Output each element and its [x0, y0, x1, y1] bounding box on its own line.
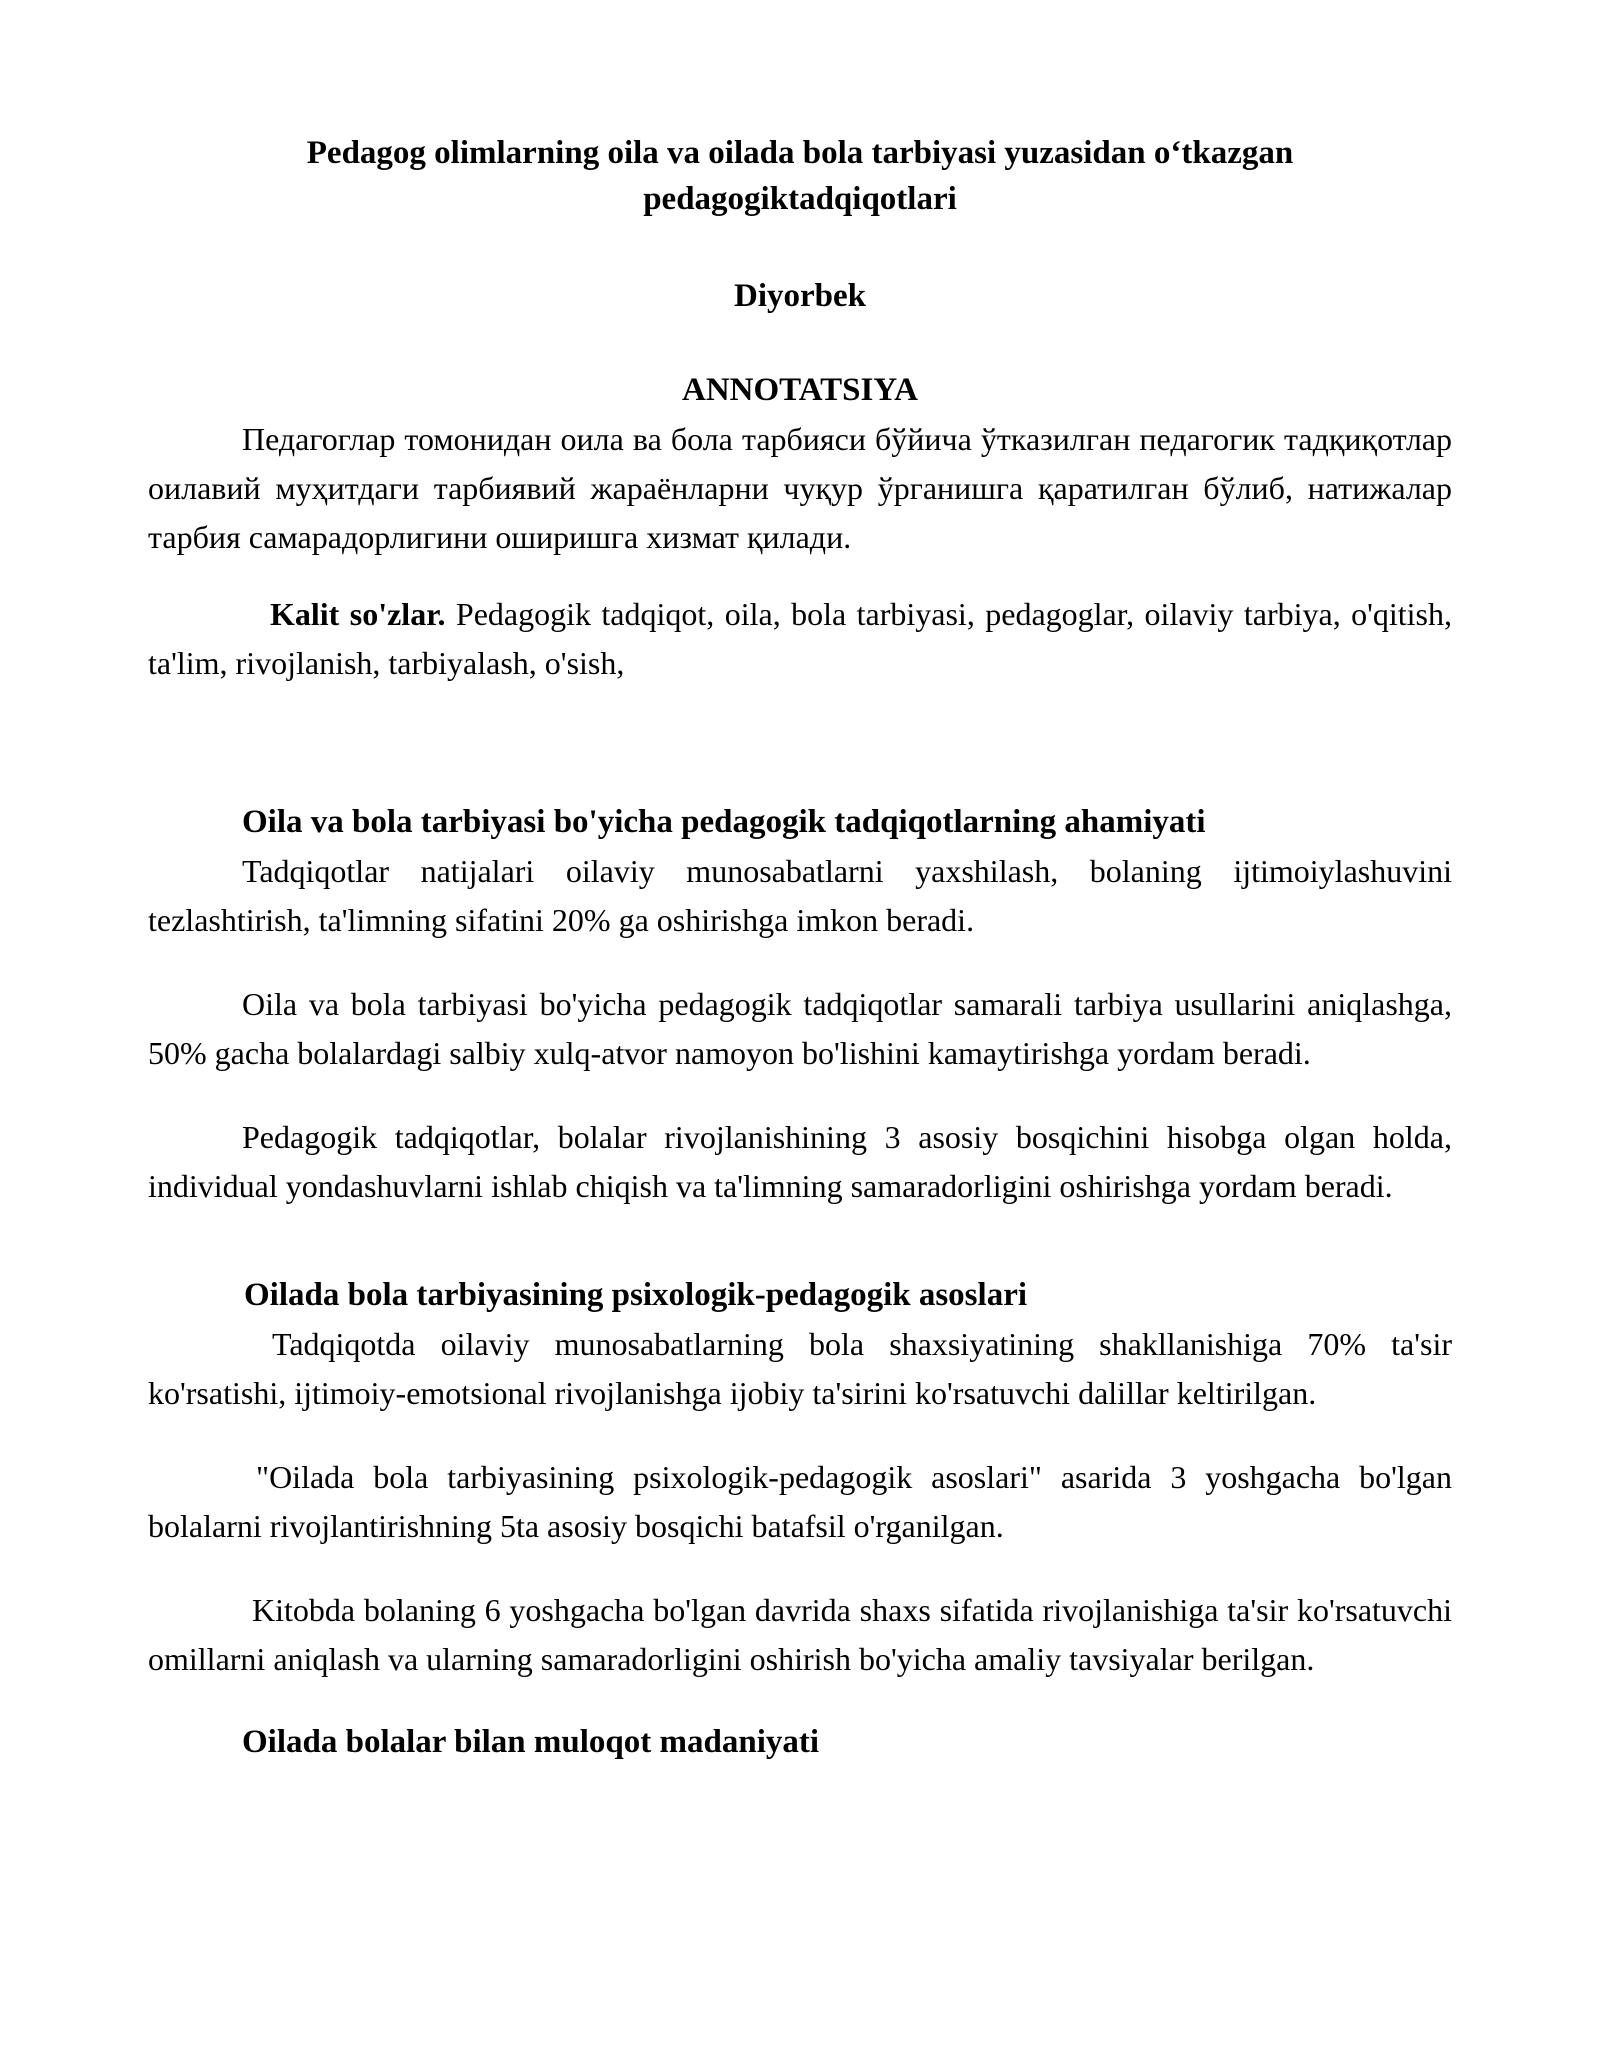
annotation-text: Педагоглар томонидан оила ва бола тарбияси бўйича ўтказилган педагогик тадқиқотлар оилавий муҳитдаги тарбиявий жараёнларни чуқур ўрганишга қаратилган бўлиб, натижалар тарбия самарадорлигини оширишга хизмат қилади. [148, 421, 1452, 555]
paragraph: Kitobda bolaning 6 yoshgacha bo'lgan davrida shaxs sifatida rivojlanishiga ta'sir ko'rsatuvchi omillarni aniqlash va ularning samaradorligini oshirish bo'yicha amaliy tavsiyalar berilgan. [148, 1592, 1452, 1677]
section-heading-foundations: Oilada bola tarbiyasining psixologik-pedagogik asoslari [244, 1277, 1028, 1313]
paragraph: Tadqiqotda oilaviy munosabatlarning bola shaxsiyatining shakllanishiga 70% ta'sir ko'rsatishi, ijtimoiy-emotsional rivojlanishga ijobiy ta'sirini ko'rsatuvchi dalillar keltirilgan. [148, 1326, 1452, 1411]
annotation-heading: ANNOTATSIYA [682, 372, 918, 408]
title-line-2: pedagogiktadqiqotlari [643, 181, 957, 217]
keywords-paragraph [148, 590, 1452, 688]
section-heading-importance: Oila va bola tarbiyasi bo'yicha pedagogik tadqiqotlarning ahamiyati [242, 804, 1206, 840]
document-title [148, 130, 1452, 222]
document-page [148, 130, 1452, 1767]
title-line-1: Pedagog olimlarning oila va oilada bola tarbiyasi yuzasidan o‘tkazgan [306, 135, 1294, 171]
paragraph: "Oilada bola tarbiyasining psixologik-pedagogik asoslari" asarida 3 yoshgacha bo'lgan bolalarni rivojlantirishning 5ta asosiy bosqichi batafsil o'rganilgan. [148, 1459, 1452, 1544]
paragraph: Oila va bola tarbiyasi bo'yicha pedagogik tadqiqotlar samarali tarbiya usullarini aniqlashga, 50% gacha bolalardagi salbiy xulq-atvor namoyon bo'lishini kamaytirishga yordam beradi. [148, 986, 1452, 1071]
keywords-label: Kalit so'zlar. [270, 596, 446, 632]
author-name: Diyorbek [734, 278, 866, 314]
paragraph: Tadqiqotlar natijalari oilaviy munosabatlarni yaxshilash, bolaning ijtimoiylashuvini tezlashtirish, ta'limning sifatini 20% ga oshirishga imkon beradi. [148, 853, 1452, 938]
paragraph: Pedagogik tadqiqotlar, bolalar rivojlanishining 3 asosiy bosqichini hisobga olgan holda, individual yondashuvlarni ishlab chiqish va ta'limning samaradorligini oshirishga yordam beradi. [148, 1119, 1452, 1204]
keywords-text: Pedagogik tadqiqot, oila, bola tarbiyasi, pedagoglar, oilaviy tarbiya, o'qitish, ta'lim, rivojlanish, tarbiyalash, o'sish, [148, 596, 1453, 681]
section-heading-communication: Oilada bolalar bilan muloqot madaniyati [242, 1724, 820, 1760]
